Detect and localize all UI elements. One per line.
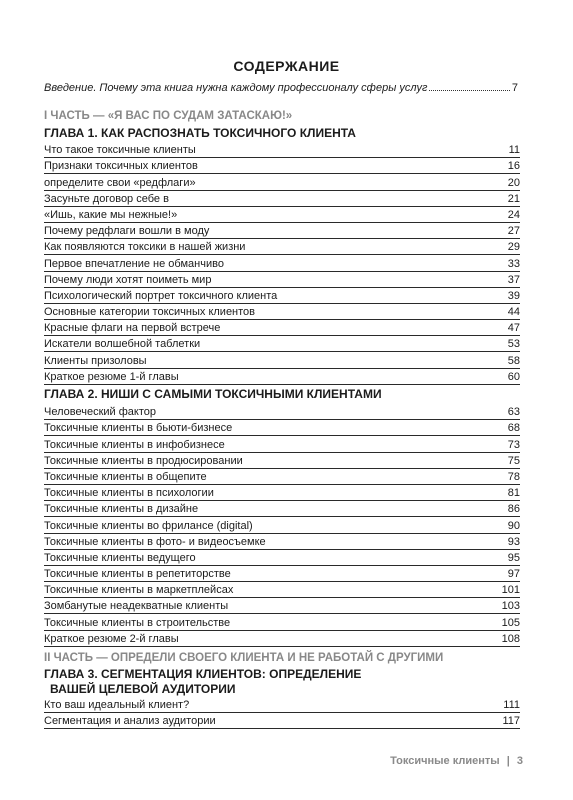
toc-entry-label: Токсичные клиенты в дизайне [44, 503, 199, 516]
page-footer [390, 755, 523, 767]
toc-entry [44, 352, 520, 368]
toc-entry [44, 582, 520, 598]
toc-entry [44, 191, 520, 207]
toc-entry-label: Токсичные клиенты в бьюти-бизнесе [44, 422, 233, 435]
toc-entry-label: Красные флаги на первой встрече [44, 322, 221, 335]
chapter-2-title: ГЛАВА 2. НИШИ С САМЫМИ ТОКСИЧНЫМИ КЛИЕНТАМИ [44, 387, 382, 401]
toc-entry-label: Психологический портрет токсичного клиента [44, 289, 278, 302]
toc-entry-page: 33 [507, 257, 520, 270]
toc-entry [44, 320, 520, 336]
toc-entry-page: 81 [507, 487, 520, 500]
toc-entry [44, 158, 520, 174]
toc-entry-label: «Ишь, какие мы нежные!» [44, 208, 178, 221]
chapter-1-title: ГЛАВА 1. КАК РАСПОЗНАТЬ ТОКСИЧНОГО КЛИЕНТА [44, 126, 356, 140]
toc-entry-page: 47 [507, 322, 520, 335]
toc-entry [44, 404, 520, 420]
toc-entry-page: 60 [507, 370, 520, 383]
toc-entry-label: Кто ваш идеальный клиент? [44, 699, 190, 712]
toc-entry-label: Токсичные клиенты в инфобизнесе [44, 438, 225, 451]
toc-entry-label: Признаки токсичных клиентов [44, 160, 198, 173]
chapter-3-title-line2: ВАШЕЙ ЦЕЛЕВОЙ АУДИТОРИИ [50, 682, 236, 696]
toc-entry-label: Токсичные клиенты в фото- и видеосъемке [44, 535, 266, 548]
toc-entry [44, 550, 520, 566]
toc-title: СОДЕРЖАНИЕ [233, 58, 340, 74]
chapter-2-list [44, 404, 520, 647]
toc-entry-page: 58 [507, 354, 520, 367]
toc-entry [44, 304, 520, 320]
toc-entry-page: 108 [501, 632, 520, 645]
toc-entry-page: 29 [507, 241, 520, 254]
toc-entry [44, 517, 520, 533]
toc-entry-page: 105 [501, 616, 520, 629]
toc-entry [44, 566, 520, 582]
toc-entry-label: Как появляются токсики в нашей жизни [44, 241, 246, 254]
toc-entry-page: 93 [507, 535, 520, 548]
toc-entry-label: Токсичные клиенты в репетиторстве [44, 568, 231, 581]
toc-entry-label: Токсичные клиенты в маркетплейсах [44, 584, 234, 597]
footer-book-title: Токсичные клиенты [390, 755, 500, 767]
toc-entry-page: 90 [507, 519, 520, 532]
chapter-3-title-line1: ГЛАВА 3. СЕГМЕНТАЦИЯ КЛИЕНТОВ: ОПРЕДЕЛЕНИЕ [44, 667, 362, 681]
dot-leader [429, 90, 509, 91]
toc-entry-label: Почему люди хотят поиметь мир [44, 273, 212, 286]
chapter-3-title [44, 667, 524, 697]
toc-entry-page: 27 [507, 225, 520, 238]
toc-entry-label: Сегментация и анализ аудитории [44, 715, 216, 728]
toc-entry-page: 97 [507, 568, 520, 581]
toc-entry-label: Почему редфлаги вошли в моду [44, 225, 210, 238]
toc-entry-page: 53 [507, 338, 520, 351]
toc-entry [44, 288, 520, 304]
toc-entry-label: Краткое резюме 1-й главы [44, 370, 179, 383]
toc-entry-label: определите свои «редфлаги» [44, 176, 196, 189]
toc-entry [44, 239, 520, 255]
toc-entry-label: Токсичные клиенты в психологии [44, 487, 214, 500]
toc-entry [44, 614, 520, 630]
toc-entry [44, 485, 520, 501]
footer-page-number: 3 [516, 755, 523, 767]
toc-entry [44, 501, 520, 517]
toc-entry [44, 142, 520, 158]
toc-entry [44, 469, 520, 485]
toc-entry-page: 21 [507, 192, 520, 205]
toc-entry [44, 336, 520, 352]
chapter-3-list [44, 697, 520, 729]
toc-entry-page: 86 [507, 503, 520, 516]
toc-entry-label: Токсичные клиенты в продюсировании [44, 454, 243, 467]
toc-entry [44, 272, 520, 288]
toc-entry [44, 697, 520, 713]
toc-entry [44, 420, 520, 436]
toc-entry [44, 598, 520, 614]
toc-entry-label: Краткое резюме 2-й главы [44, 632, 179, 645]
toc-entry [44, 369, 520, 385]
toc-entry-page: 95 [507, 551, 520, 564]
toc-entry [44, 534, 520, 550]
part-1-title: I ЧАСТЬ — «Я ВАС ПО СУДАМ ЗАТАСКАЮ!» [44, 110, 293, 122]
toc-entry-label: Токсичные клиенты в общепите [44, 470, 207, 483]
intro-entry [44, 82, 518, 94]
toc-entry [44, 453, 520, 469]
toc-entry-label: Что такое токсичные клиенты [44, 144, 196, 157]
intro-label: Введение. Почему эта книга нужна каждому профессионалу сферы услуг [44, 82, 428, 94]
toc-entry-page: 73 [507, 438, 520, 451]
toc-entry [44, 174, 520, 190]
toc-entry-label: Засуньте договор себе в [44, 192, 169, 205]
toc-entry-label: Основные категории токсичных клиентов [44, 306, 256, 319]
toc-entry [44, 207, 520, 223]
toc-entry-label: Токсичные клиенты во фрилансе (digital) [44, 519, 253, 532]
toc-entry-label: Зомбанутые неадекватные клиенты [44, 600, 229, 613]
toc-entry-label: Токсичные клиенты в строительстве [44, 616, 231, 629]
toc-entry [44, 713, 520, 729]
toc-entry-label: Первое впечатление не обманчиво [44, 257, 224, 270]
toc-entry-page: 103 [501, 600, 520, 613]
toc-entry-page: 20 [507, 176, 520, 189]
toc-entry-page: 24 [507, 208, 520, 221]
toc-entry-label: Искатели волшебной таблетки [44, 338, 201, 351]
toc-entry-label: Токсичные клиенты ведущего [44, 551, 196, 564]
toc-entry-page: 39 [507, 289, 520, 302]
toc-entry [44, 255, 520, 271]
toc-entry-label: Клиенты призоловы [44, 354, 147, 367]
intro-page: 7 [511, 82, 518, 94]
toc-entry-page: 101 [501, 584, 520, 597]
toc-entry-page: 11 [508, 144, 520, 157]
toc-entry-page: 111 [503, 699, 520, 712]
toc-entry [44, 436, 520, 452]
toc-entry [44, 631, 520, 647]
toc-entry-page: 75 [507, 454, 520, 467]
toc-entry-label: Человеческий фактор [44, 406, 156, 419]
toc-entry [44, 223, 520, 239]
toc-entry-page: 44 [507, 306, 520, 319]
toc-entry-page: 63 [507, 406, 520, 419]
toc-entry-page: 78 [507, 470, 520, 483]
toc-entry-page: 16 [507, 160, 520, 173]
part-2-title: II ЧАСТЬ — ОПРЕДЕЛИ СВОЕГО КЛИЕНТА И НЕ РАБОТАЙ С ДРУГИМИ [44, 652, 444, 664]
toc-entry-page: 117 [502, 715, 520, 728]
chapter-1-list [44, 142, 520, 385]
footer-separator: | [506, 755, 510, 767]
toc-entry-page: 68 [507, 422, 520, 435]
toc-entry-page: 37 [507, 273, 520, 286]
